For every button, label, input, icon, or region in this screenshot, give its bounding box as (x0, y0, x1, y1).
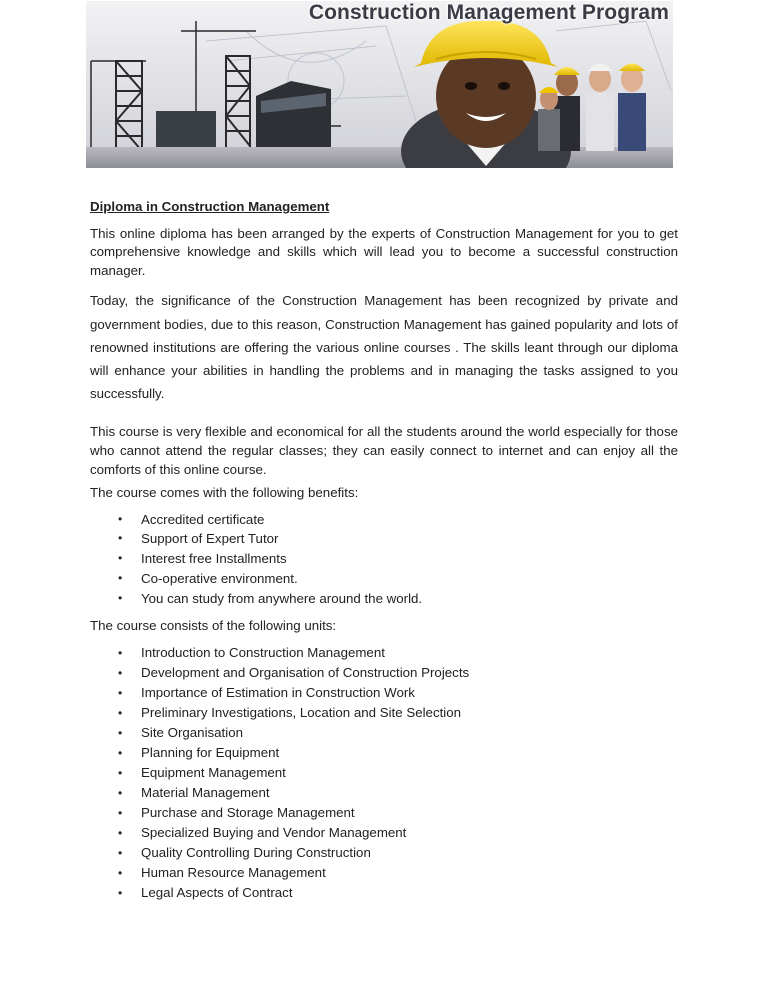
list-item (90, 589, 678, 609)
list-item (90, 883, 678, 903)
benefit-text: Accredited certificate (141, 511, 265, 527)
header-banner (86, 1, 673, 168)
list-item (90, 823, 678, 843)
list-item (90, 529, 678, 549)
benefits-list (90, 510, 678, 608)
benefit-text: You can study from anywhere around the world. (141, 590, 423, 606)
bullet-icon: • (118, 865, 123, 880)
list-item (90, 843, 678, 863)
flexibility-paragraph: This course is very flexible and economical for all the students around the world especially for those who cannot attend the regular classes; they can easily connect to internet and can enjoy all the comforts of this online course. (90, 424, 678, 477)
document-body (90, 198, 678, 912)
unit-text: Preliminary Investigations, Location and Site Selection (141, 704, 462, 720)
list-item (90, 663, 678, 683)
unit-text: Human Resource Management (141, 864, 326, 880)
unit-text: Site Organisation (141, 724, 243, 740)
unit-text: Introduction to Construction Management (141, 644, 385, 660)
unit-text: Purchase and Storage Management (141, 804, 355, 820)
list-item (90, 569, 678, 589)
unit-text: Development and Organisation of Construction Projects (141, 664, 470, 680)
list-item (90, 783, 678, 803)
units-list (90, 643, 678, 903)
bullet-icon: • (118, 645, 123, 660)
bullet-icon: • (118, 725, 123, 740)
bullet-icon: • (118, 825, 123, 840)
list-item (90, 549, 678, 569)
page-title: Diploma in Construction Management (90, 199, 330, 214)
list-item (90, 803, 678, 823)
bullet-icon: • (118, 570, 123, 585)
list-item (90, 703, 678, 723)
unit-text: Legal Aspects of Contract (141, 884, 293, 900)
bullet-icon: • (118, 665, 123, 680)
unit-text: Importance of Estimation in Construction Work (141, 684, 415, 700)
bullet-icon: • (118, 805, 123, 820)
intro-paragraph: This online diploma has been arranged by the experts of Construction Management for you to get comprehensive knowledge and skills which will lead you to become a successful construction manager. (90, 225, 678, 278)
benefit-text: Interest free Installments (141, 551, 287, 567)
unit-text: Material Management (141, 784, 270, 800)
bullet-icon: • (118, 785, 123, 800)
list-item (90, 743, 678, 763)
list-item (90, 863, 678, 883)
significance-paragraph: Today, the significance of the Construction Management has been recognized by private and government bodies, due to this reason, Construction Management has gained popularity and lots of renowned institutions are offering the various online courses . The skills leant through our diploma will enhance your abilities in handling the problems and in managing the tasks assigned to you successfully. (90, 293, 678, 402)
bullet-icon: • (118, 685, 123, 700)
bullet-icon: • (118, 765, 123, 780)
bullet-icon: • (118, 511, 123, 526)
bullet-icon: • (118, 551, 123, 566)
list-item (90, 763, 678, 783)
bullet-icon: • (118, 845, 123, 860)
list-item (90, 643, 678, 663)
unit-text: Planning for Equipment (141, 744, 280, 760)
units-intro: The course consists of the following units: (90, 618, 337, 634)
list-item (90, 510, 678, 530)
bullet-icon: • (118, 531, 123, 546)
list-item (90, 723, 678, 743)
construction-banner-image (86, 1, 673, 168)
banner-title: Construction Management Program (308, 1, 669, 24)
benefit-text: Co-operative environment. (141, 570, 298, 586)
bullet-icon: • (118, 590, 123, 605)
bullet-icon: • (118, 885, 123, 900)
unit-text: Specialized Buying and Vendor Management (141, 824, 407, 840)
benefits-intro: The course comes with the following benefits: (90, 485, 359, 501)
bullet-icon: • (118, 705, 123, 720)
benefit-text: Support of Expert Tutor (141, 531, 279, 547)
list-item (90, 683, 678, 703)
bullet-icon: • (118, 745, 123, 760)
unit-text: Equipment Management (141, 764, 286, 780)
unit-text: Quality Controlling During Construction (141, 844, 371, 860)
